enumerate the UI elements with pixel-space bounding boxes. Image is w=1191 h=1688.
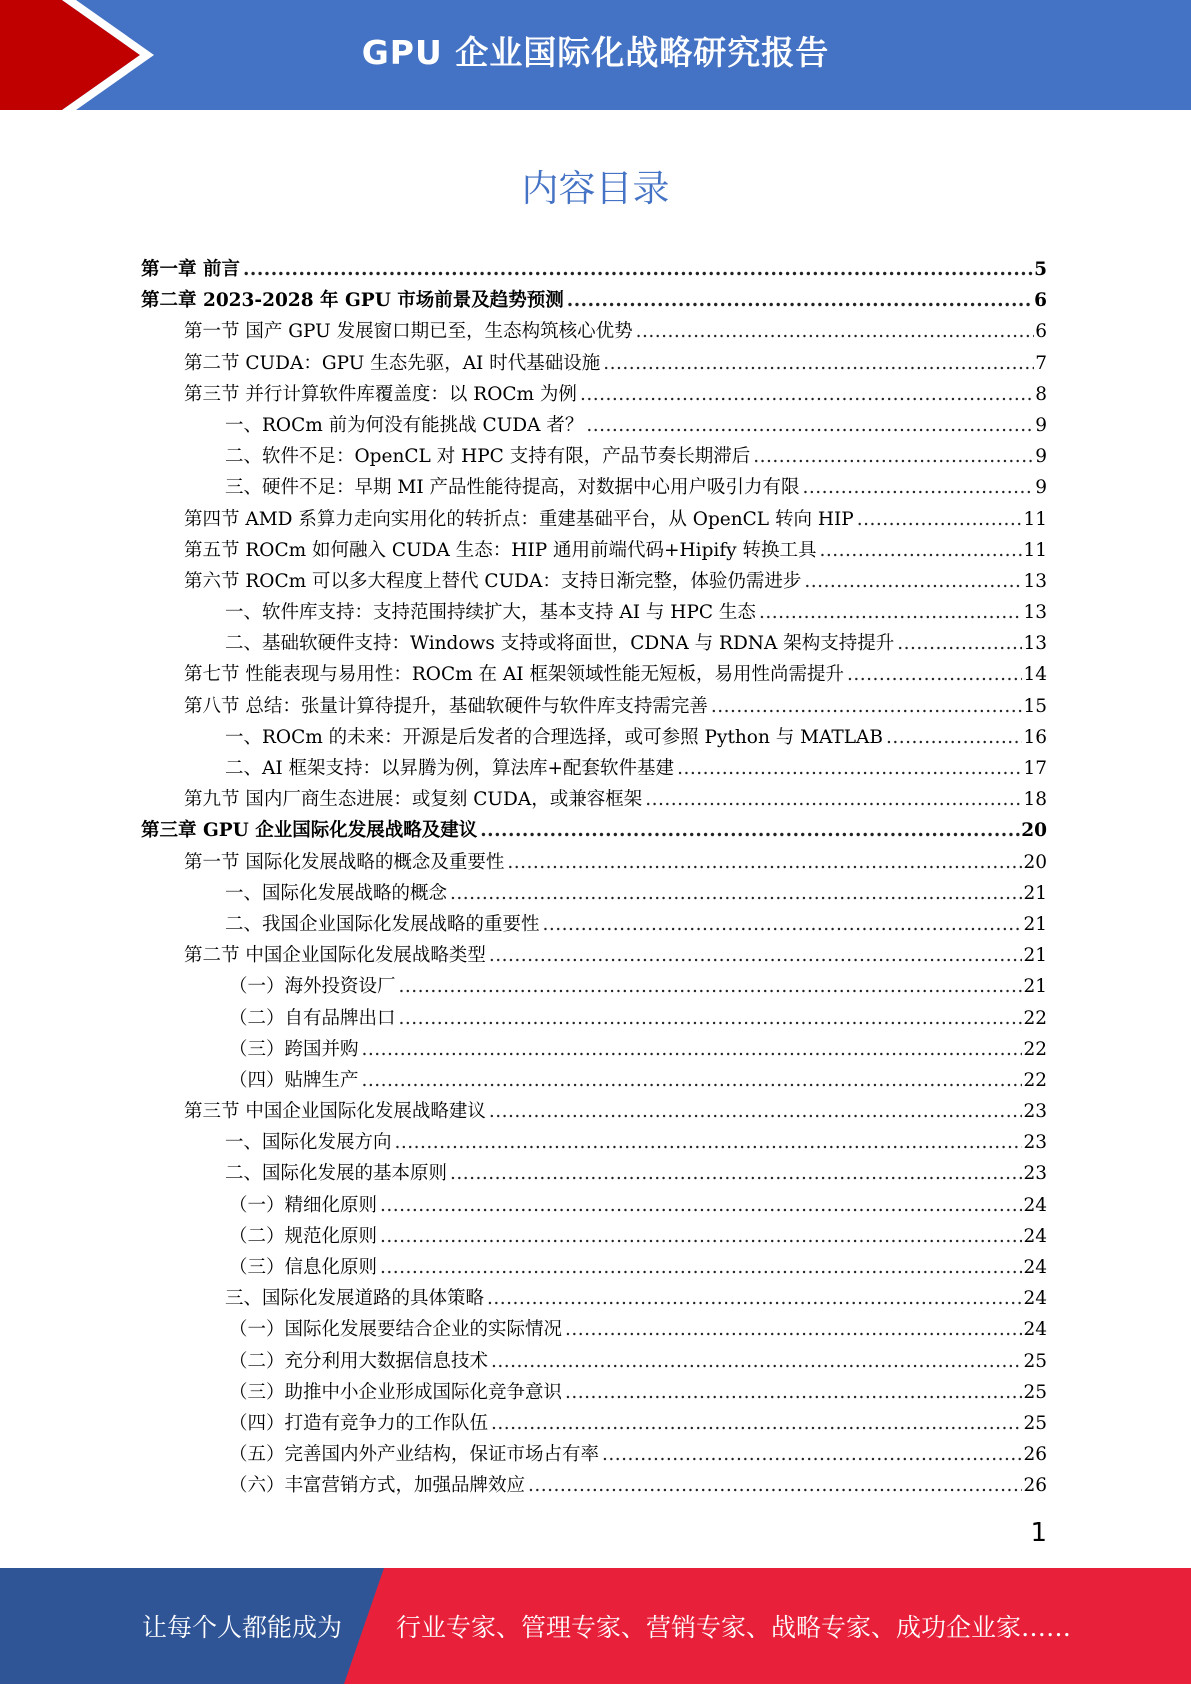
toc-dot-leader bbox=[636, 316, 1035, 347]
toc-dot-leader bbox=[489, 940, 1023, 971]
toc-entry-page: 20 bbox=[1023, 851, 1047, 873]
toc-dot-leader bbox=[243, 254, 1033, 285]
toc-entry-title: 一、软件库支持：支持范围持续扩大，基本支持 AI 与 HPC 生态 bbox=[225, 602, 756, 624]
toc-dot-leader bbox=[759, 597, 1023, 628]
toc-dot-leader bbox=[603, 348, 1034, 379]
toc-dot-leader bbox=[565, 1377, 1022, 1408]
toc-title: 内容目录 bbox=[521, 167, 670, 210]
footer-slogan-left: 让每个人都能成为 bbox=[142, 1613, 343, 1642]
toc-entry-title: 第七节 性能表现与易用性：ROCm 在 AI 框架领域性能无短板，易用性尚需提升 bbox=[184, 664, 844, 686]
toc-entry[interactable] bbox=[141, 878, 1047, 909]
toc-entry-title: 二、国际化发展的基本原则 bbox=[225, 1163, 448, 1185]
toc-dot-leader bbox=[580, 379, 1034, 410]
toc-entry-title: （二）自有品牌出口 bbox=[229, 1007, 396, 1029]
toc-dot-leader bbox=[399, 1003, 1023, 1034]
toc-entry[interactable] bbox=[141, 722, 1047, 753]
toc-entry[interactable] bbox=[141, 1003, 1047, 1034]
toc-entry-title: 一、ROCm 的未来：开源是后发者的合理选择，或可参照 Python 与 MATLAB bbox=[225, 726, 883, 748]
toc-dot-leader bbox=[602, 1439, 1022, 1470]
toc-entry-title: 第三章 GPU 企业国际化发展战略及建议 bbox=[141, 820, 478, 842]
toc-dot-leader bbox=[886, 722, 1022, 753]
toc-entry-title: （二）充分利用大数据信息技术 bbox=[229, 1350, 489, 1372]
toc-entry-title: 第二节 CUDA：GPU 生态先驱，AI 时代基础设施 bbox=[184, 352, 601, 374]
toc-dot-leader bbox=[820, 535, 1023, 566]
toc-dot-leader bbox=[362, 1034, 1023, 1065]
toc-entry-title: 第三节 中国企业国际化发展战略建议 bbox=[184, 1101, 486, 1123]
toc-entry[interactable] bbox=[141, 815, 1047, 846]
toc-entry[interactable] bbox=[141, 254, 1047, 285]
toc-entry-title: （一）国际化发展要结合企业的实际情况 bbox=[229, 1319, 563, 1341]
toc-entry-title: （二）规范化原则 bbox=[229, 1225, 378, 1247]
toc-dot-leader bbox=[450, 1158, 1022, 1189]
toc-entry-title: （一）精细化原则 bbox=[229, 1194, 378, 1216]
toc-entry[interactable] bbox=[141, 441, 1047, 472]
toc-entry[interactable] bbox=[141, 628, 1047, 659]
toc-entry-title: 一、国际化发展方向 bbox=[225, 1132, 392, 1154]
toc-entry-title: 第一节 国产 GPU 发展窗口期已至，生态构筑核心优势 bbox=[184, 321, 633, 343]
toc-entry-page: 17 bbox=[1023, 758, 1047, 779]
toc-dot-leader bbox=[677, 753, 1022, 784]
toc-entry[interactable] bbox=[141, 1190, 1047, 1221]
toc-entry-page: 7 bbox=[1035, 352, 1047, 374]
toc-dot-leader bbox=[711, 691, 1023, 722]
toc-entry-page: 8 bbox=[1035, 383, 1047, 405]
toc-entry[interactable] bbox=[141, 691, 1047, 722]
toc-entry-title: 第九节 国内厂商生态进展：或复刻 CUDA，或兼容框架 bbox=[184, 789, 643, 811]
toc-entry-page: 23 bbox=[1023, 1101, 1047, 1123]
toc-entry[interactable] bbox=[141, 410, 1047, 441]
report-title: GPU 企业国际化战略研究报告 bbox=[361, 33, 830, 72]
toc-entry-title: （四）贴牌生产 bbox=[229, 1069, 359, 1091]
toc-entry[interactable] bbox=[141, 566, 1047, 597]
toc-entry-page: 25 bbox=[1023, 1381, 1047, 1403]
toc-dot-leader bbox=[586, 410, 1034, 441]
header-band bbox=[0, 0, 1191, 110]
toc-entry-page: 22 bbox=[1023, 1038, 1047, 1060]
toc-entry[interactable] bbox=[141, 1470, 1047, 1501]
toc-entry[interactable] bbox=[141, 1439, 1047, 1470]
toc-entry-title: 第二章 2023-2028 年 GPU 市场前景及趋势预测 bbox=[141, 290, 564, 312]
toc-entry-title: （三）助推中小企业形成国际化竞争意识 bbox=[229, 1381, 563, 1403]
toc-entry-page: 15 bbox=[1023, 695, 1047, 717]
toc-dot-leader bbox=[487, 1283, 1022, 1314]
toc-entry-page: 23 bbox=[1023, 1132, 1047, 1154]
toc-entry[interactable] bbox=[141, 940, 1047, 971]
table-of-contents bbox=[141, 254, 1047, 1502]
toc-dot-leader bbox=[489, 1096, 1023, 1127]
toc-dot-leader bbox=[380, 1252, 1022, 1283]
toc-entry-page: 21 bbox=[1023, 976, 1047, 998]
toc-entry[interactable] bbox=[141, 285, 1047, 316]
toc-entry-page: 20 bbox=[1021, 820, 1047, 842]
toc-entry-page: 24 bbox=[1023, 1288, 1047, 1310]
toc-entry-title: 第八节 总结：张量计算待提升，基础软硬件与软件库支持需完善 bbox=[184, 695, 708, 717]
footer-slogan-right: 行业专家、管理专家、营销专家、战略专家、成功企业家…… bbox=[396, 1613, 1072, 1642]
toc-entry-title: 第一章 前言 bbox=[141, 259, 240, 280]
toc-entry-title: 第六节 ROCm 可以多大程度上替代 CUDA：支持日渐完整，体验仍需进步 bbox=[184, 570, 802, 592]
toc-entry-title: 一、ROCm 前为何没有能挑战 CUDA 者？ bbox=[225, 414, 584, 436]
toc-dot-leader bbox=[399, 971, 1023, 1002]
toc-entry[interactable] bbox=[141, 597, 1047, 628]
toc-entry-page: 24 bbox=[1023, 1319, 1047, 1341]
toc-dot-leader bbox=[450, 878, 1022, 909]
toc-dot-leader bbox=[857, 504, 1023, 535]
toc-entry-title: 二、我国企业国际化发展战略的重要性 bbox=[225, 913, 540, 935]
toc-dot-leader bbox=[847, 659, 1022, 690]
toc-dot-leader bbox=[380, 1190, 1022, 1221]
toc-entry-page: 21 bbox=[1023, 913, 1047, 935]
toc-entry-page: 13 bbox=[1023, 633, 1047, 655]
toc-entry[interactable] bbox=[141, 1127, 1047, 1158]
toc-entry[interactable] bbox=[141, 1096, 1047, 1127]
toc-entry-page: 23 bbox=[1023, 1163, 1047, 1185]
toc-entry[interactable] bbox=[141, 1065, 1047, 1096]
toc-entry-title: （三）信息化原则 bbox=[229, 1257, 378, 1278]
toc-dot-leader bbox=[528, 1470, 1022, 1501]
toc-entry[interactable] bbox=[141, 909, 1047, 940]
toc-entry-page: 11 bbox=[1023, 508, 1047, 530]
toc-entry-title: （五）完善国内外产业结构，保证市场占有率 bbox=[229, 1444, 600, 1466]
toc-entry-title: 第四节 AMD 系算力走向实用化的转折点：重建基础平台，从 OpenCL 转向 HIP bbox=[184, 508, 854, 530]
toc-entry-title: 二、AI 框架支持：以昇腾为例，算法库+配套软件基建 bbox=[225, 758, 675, 779]
toc-dot-leader bbox=[804, 566, 1022, 597]
toc-entry[interactable] bbox=[141, 504, 1047, 535]
toc-entry-title: 三、国际化发展道路的具体策略 bbox=[225, 1288, 485, 1310]
toc-entry[interactable] bbox=[141, 1034, 1047, 1065]
toc-entry[interactable] bbox=[141, 1283, 1047, 1314]
toc-entry-page: 25 bbox=[1023, 1350, 1047, 1372]
toc-dot-leader bbox=[507, 847, 1022, 878]
toc-entry-page: 13 bbox=[1023, 602, 1047, 624]
toc-dot-leader bbox=[645, 784, 1022, 815]
toc-entry[interactable] bbox=[141, 379, 1047, 410]
toc-entry[interactable] bbox=[141, 348, 1047, 379]
toc-entry[interactable] bbox=[141, 472, 1047, 503]
toc-entry[interactable] bbox=[141, 659, 1047, 690]
toc-entry-title: （三）跨国并购 bbox=[229, 1038, 359, 1060]
toc-entry-page: 24 bbox=[1023, 1225, 1047, 1247]
toc-entry-page: 22 bbox=[1023, 1007, 1047, 1029]
toc-entry-title: 三、硬件不足：早期 MI 产品性能待提高，对数据中心用户吸引力有限 bbox=[225, 477, 800, 499]
toc-dot-leader bbox=[567, 285, 1033, 316]
toc-entry[interactable] bbox=[141, 784, 1047, 815]
toc-entry[interactable] bbox=[141, 971, 1047, 1002]
toc-entry-page: 6 bbox=[1034, 290, 1047, 312]
toc-entry[interactable] bbox=[141, 1158, 1047, 1189]
toc-entry-title: 第三节 并行计算软件库覆盖度：以 ROCm 为例 bbox=[184, 383, 577, 405]
toc-entry-title: （一）海外投资设厂 bbox=[229, 976, 396, 998]
toc-entry[interactable] bbox=[141, 753, 1047, 784]
toc-entry-page: 21 bbox=[1023, 882, 1047, 904]
toc-entry[interactable] bbox=[141, 1346, 1047, 1377]
toc-entry-page: 16 bbox=[1023, 726, 1047, 748]
toc-entry-page: 5 bbox=[1034, 259, 1047, 280]
toc-dot-leader bbox=[480, 815, 1020, 846]
toc-entry-title: （四）打造有竞争力的工作队伍 bbox=[229, 1412, 489, 1434]
toc-entry-page: 18 bbox=[1023, 789, 1047, 811]
toc-entry-page: 21 bbox=[1023, 945, 1047, 967]
toc-entry-title: 一、国际化发展战略的概念 bbox=[225, 882, 448, 904]
toc-entry-page: 9 bbox=[1035, 414, 1047, 436]
toc-dot-leader bbox=[491, 1408, 1022, 1439]
toc-entry[interactable] bbox=[141, 1377, 1047, 1408]
toc-dot-leader bbox=[543, 909, 1023, 940]
toc-entry-page: 14 bbox=[1023, 664, 1047, 686]
toc-dot-leader bbox=[897, 628, 1022, 659]
toc-entry[interactable] bbox=[141, 1408, 1047, 1439]
toc-entry[interactable] bbox=[141, 1252, 1047, 1283]
toc-entry-title: 第一节 国际化发展战略的概念及重要性 bbox=[184, 851, 505, 873]
toc-dot-leader bbox=[362, 1065, 1023, 1096]
toc-entry-title: 第二节 中国企业国际化发展战略类型 bbox=[184, 945, 486, 967]
toc-entry[interactable] bbox=[141, 316, 1047, 347]
page-number: 1 bbox=[1030, 1518, 1047, 1548]
toc-entry-page: 24 bbox=[1023, 1194, 1047, 1216]
toc-dot-leader bbox=[803, 472, 1035, 503]
toc-entry-page: 9 bbox=[1035, 446, 1047, 468]
footer-band bbox=[0, 1568, 1191, 1684]
toc-entry-page: 9 bbox=[1035, 477, 1047, 499]
toc-dot-leader bbox=[395, 1127, 1023, 1158]
toc-dot-leader bbox=[565, 1314, 1022, 1345]
toc-entry[interactable] bbox=[141, 1221, 1047, 1252]
toc-entry-page: 22 bbox=[1023, 1069, 1047, 1091]
toc-entry-page: 6 bbox=[1035, 321, 1047, 343]
toc-entry[interactable] bbox=[141, 535, 1047, 566]
toc-entry-page: 26 bbox=[1023, 1475, 1047, 1497]
toc-entry[interactable] bbox=[141, 847, 1047, 878]
toc-entry-title: 第五节 ROCm 如何融入 CUDA 生态：HIP 通用前端代码+Hipify 转换工具 bbox=[184, 539, 817, 561]
toc-entry[interactable] bbox=[141, 1314, 1047, 1345]
toc-entry-title: 二、软件不足：OpenCL 对 HPC 支持有限，产品节奏长期滞后 bbox=[225, 446, 751, 468]
toc-entry-page: 11 bbox=[1023, 539, 1047, 561]
toc-entry-title: （六）丰富营销方式，加强品牌效应 bbox=[229, 1475, 526, 1497]
toc-dot-leader bbox=[491, 1346, 1022, 1377]
toc-entry-page: 24 bbox=[1023, 1257, 1047, 1278]
toc-entry-page: 13 bbox=[1023, 570, 1047, 592]
toc-dot-leader bbox=[380, 1221, 1022, 1252]
toc-entry-page: 26 bbox=[1023, 1444, 1047, 1466]
toc-entry-title: 二、基础软硬件支持：Windows 支持或将面世，CDNA 与 RDNA 架构支持提升 bbox=[225, 633, 895, 655]
toc-dot-leader bbox=[753, 441, 1034, 472]
toc-entry-page: 25 bbox=[1023, 1412, 1047, 1434]
